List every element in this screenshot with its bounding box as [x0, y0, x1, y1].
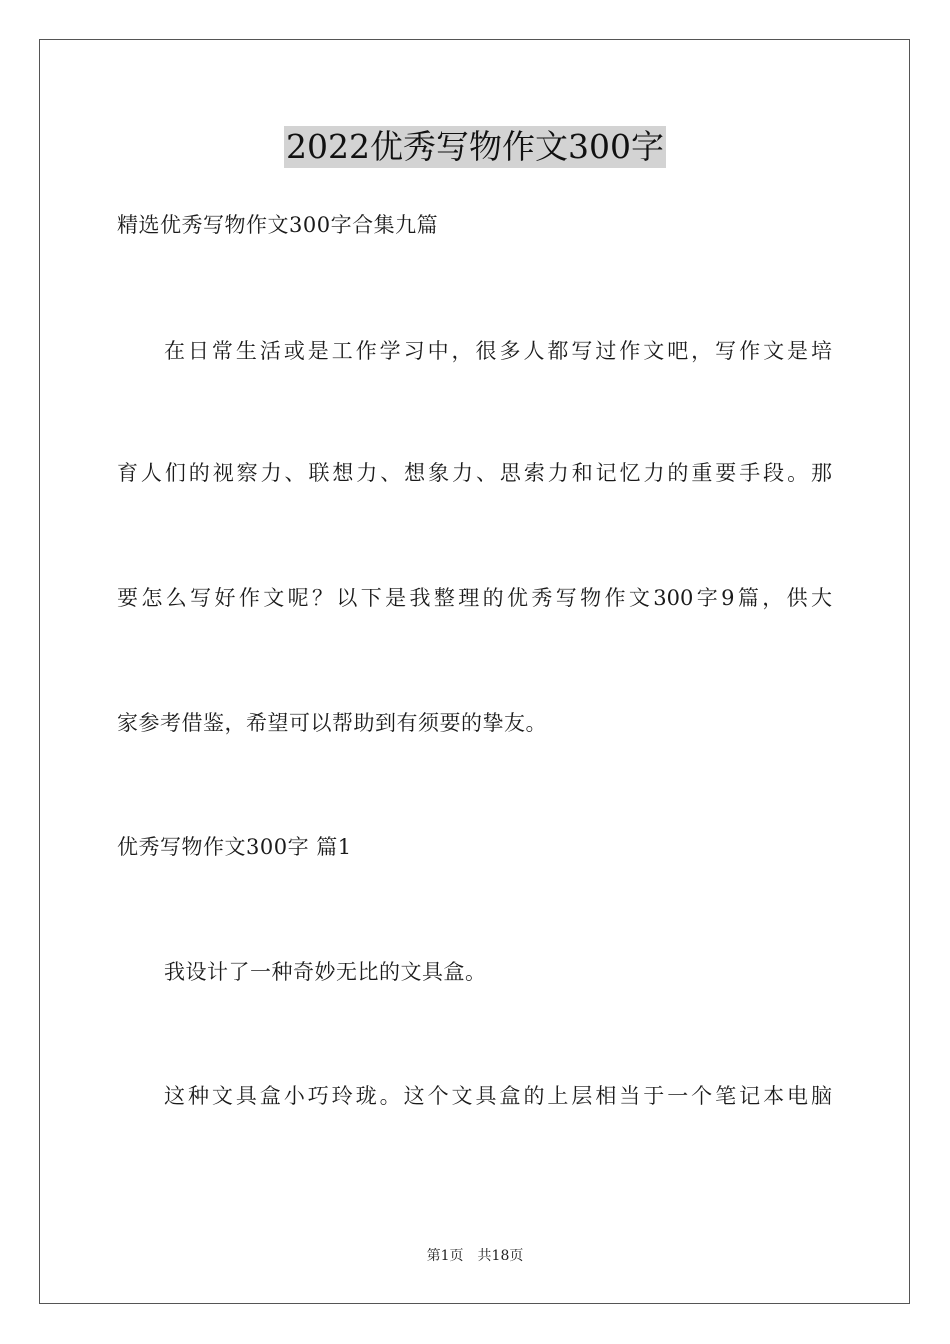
document-title: 2022优秀写物作文300字	[286, 127, 664, 166]
intro-line: 要怎么写好作文呢？以下是我整理的优秀写物作文300字9篇，供大	[117, 586, 832, 610]
page-number: 第1页	[426, 1248, 464, 1264]
page-total: 共18页	[477, 1248, 524, 1264]
intro-line: 家参考借鉴，希望可以帮助到有须要的挚友。	[117, 711, 547, 735]
intro-line: 育人们的视察力、联想力、想象力、思索力和记忆力的重要手段。那	[117, 461, 832, 485]
intro-line: 在日常生活或是工作学习中，很多人都写过作文吧，写作文是培	[164, 339, 832, 363]
page-footer	[0, 1247, 950, 1265]
section-paragraph: 我设计了一种奇妙无比的文具盒。	[164, 960, 487, 984]
document-subtitle: 精选优秀写物作文300字合集九篇	[117, 213, 439, 237]
title-container	[0, 126, 950, 168]
section-heading: 优秀写物作文300字 篇1	[117, 835, 352, 859]
section-paragraph: 这种文具盒小巧玲珑。这个文具盒的上层相当于一个笔记本电脑	[164, 1084, 832, 1108]
